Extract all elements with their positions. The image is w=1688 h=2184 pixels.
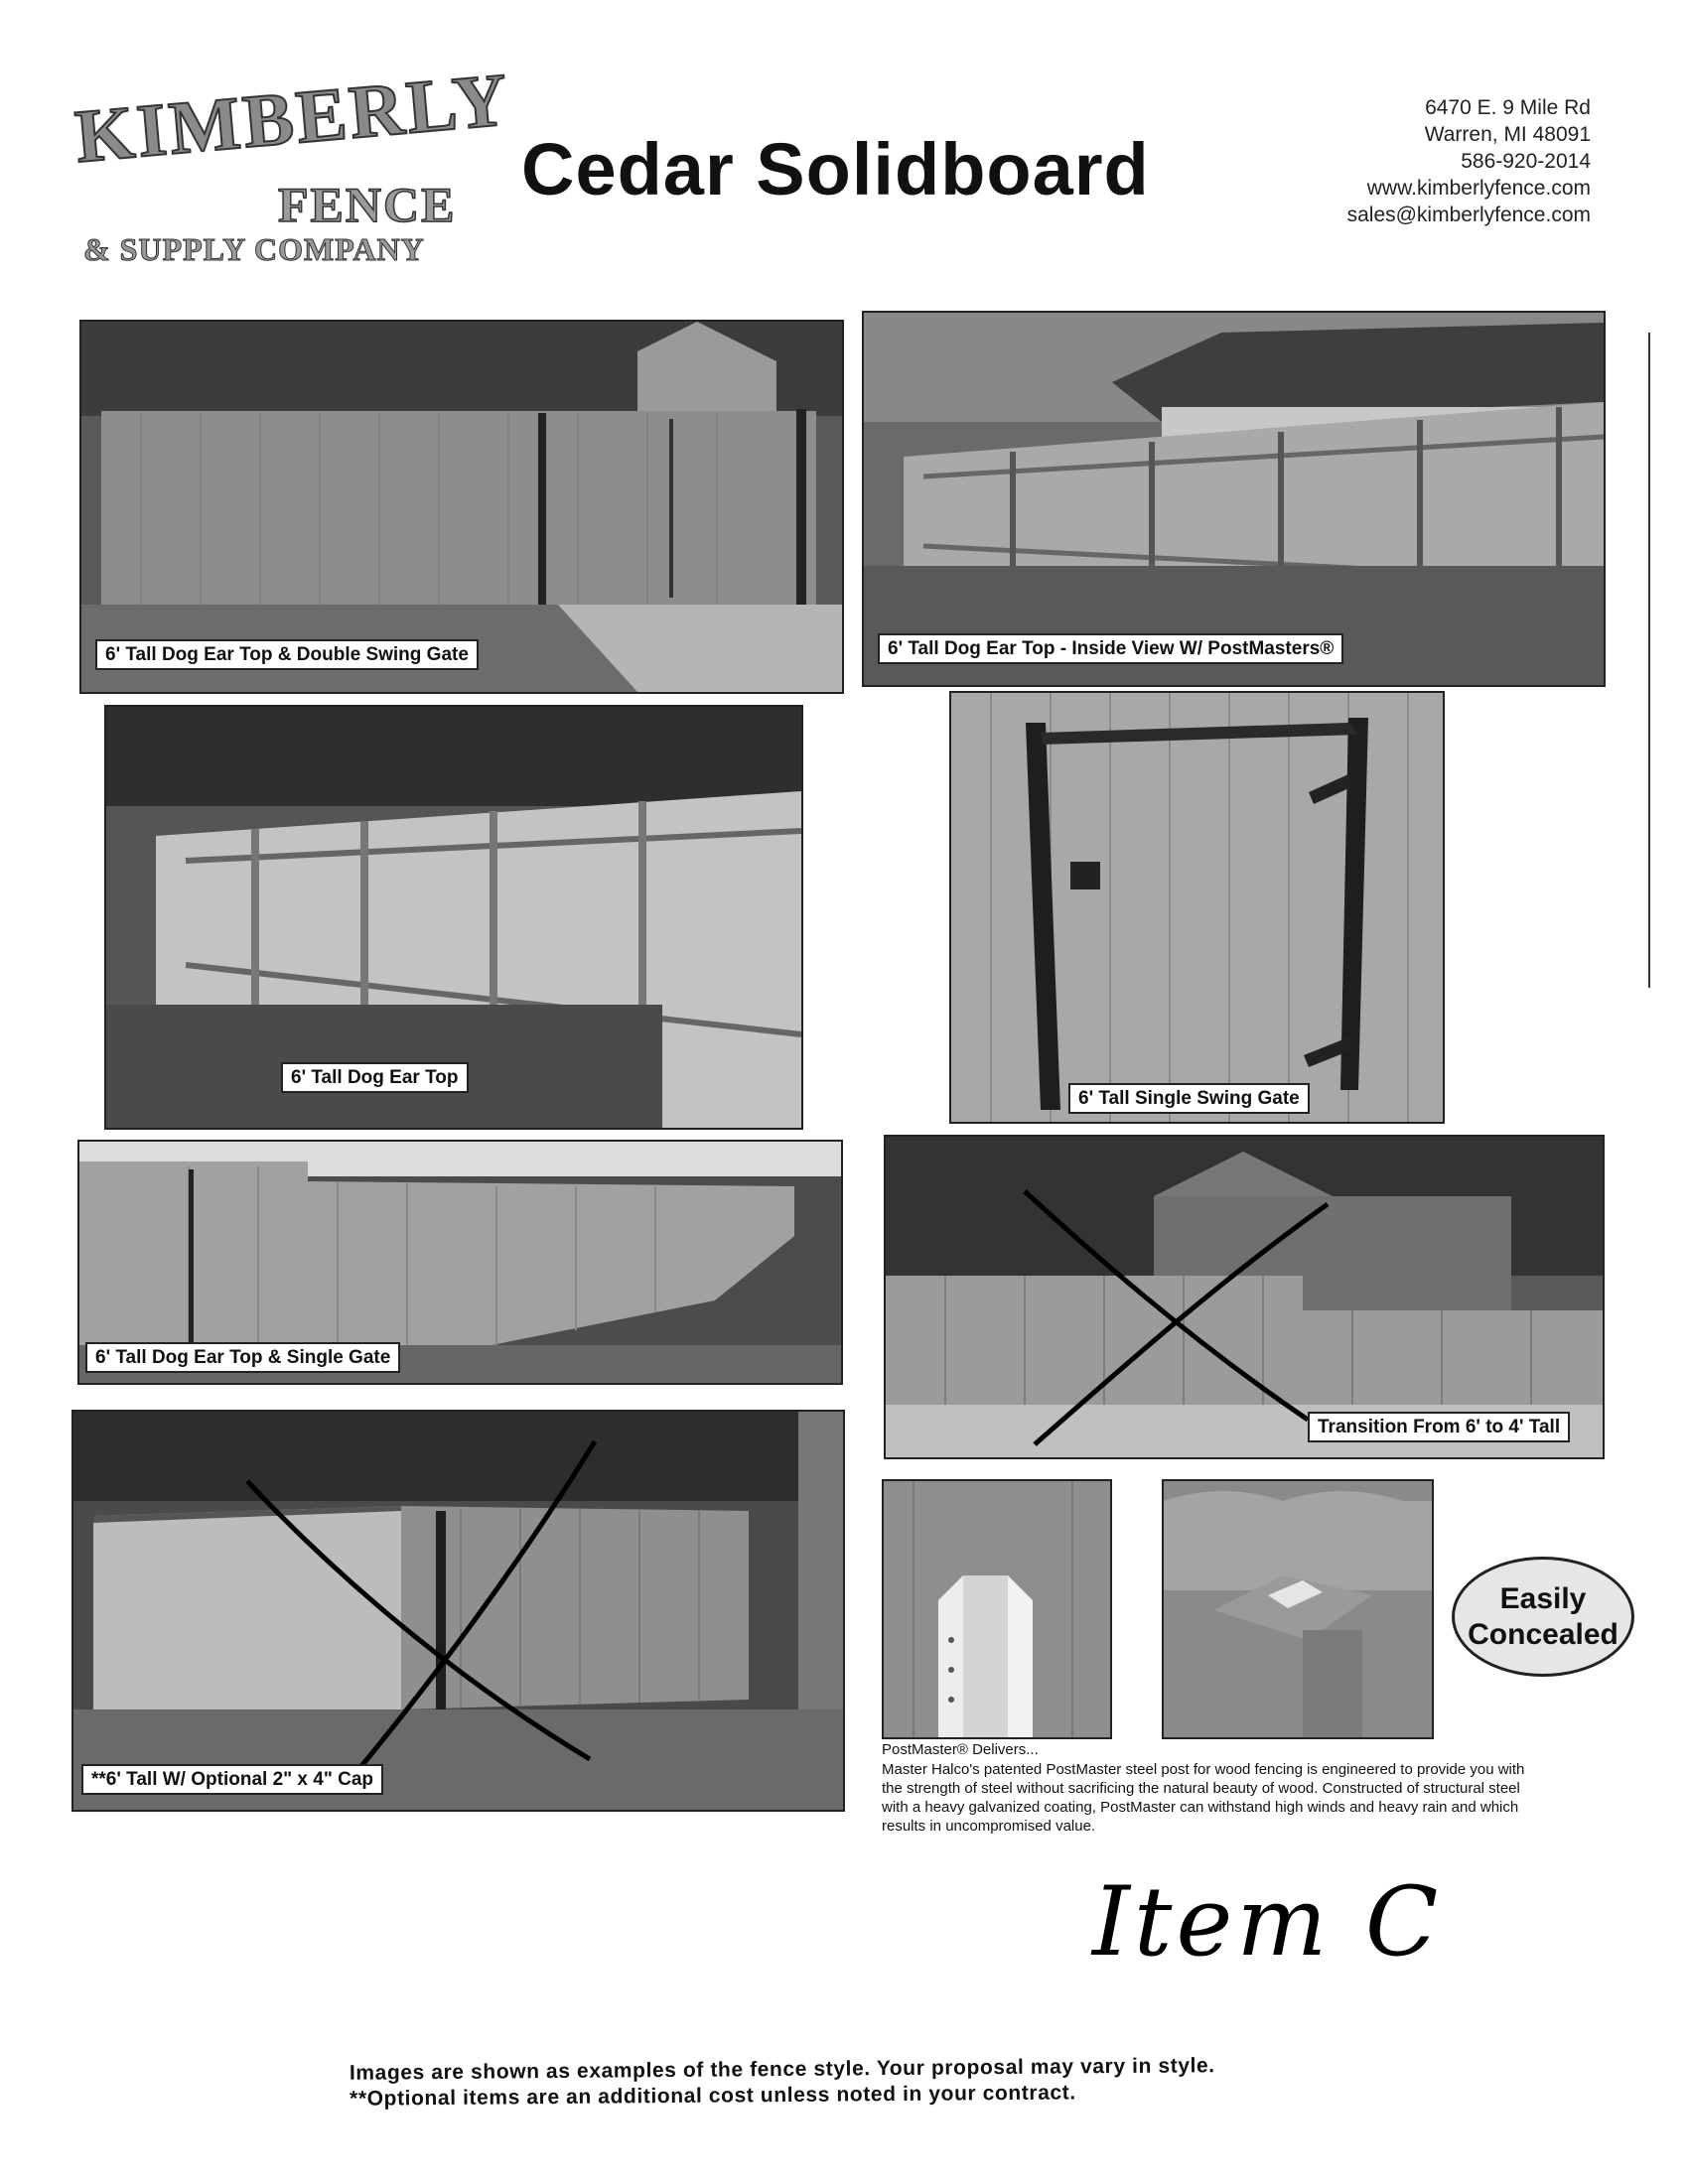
fence-photo-4 xyxy=(951,693,1443,1122)
postmaster-heading: PostMaster® Delivers... xyxy=(882,1741,1039,1758)
photo-single-gate xyxy=(77,1140,843,1385)
fence-photo-1 xyxy=(81,322,842,692)
address-line-1: 6470 E. 9 Mile Rd xyxy=(1425,96,1591,119)
photo-caption: 6' Tall Single Swing Gate xyxy=(1068,1083,1310,1114)
photo-optional-cap xyxy=(71,1410,845,1812)
fence-photo-6 xyxy=(886,1137,1603,1457)
postmaster-post-image xyxy=(884,1481,1110,1737)
handwritten-item-label: Item C xyxy=(1092,1866,1443,1978)
scan-margin-line xyxy=(1648,333,1650,988)
logo-line-1: KIMBERLY xyxy=(71,58,514,180)
photo-caption: 6' Tall Dog Ear Top - Inside View W/ PostMasters® xyxy=(878,633,1343,664)
phone-number: 586-920-2014 xyxy=(1461,150,1591,173)
fence-photo-2 xyxy=(864,313,1604,685)
postmaster-top-image xyxy=(1164,1481,1432,1737)
footer-disclaimer xyxy=(350,2053,1215,2113)
disclaimer-line-2: **Optional items are an additional cost unless noted in your contract. xyxy=(350,2081,1076,2111)
logo-line-2: FENCE xyxy=(278,177,457,232)
badge-line-2: Concealed xyxy=(1468,1617,1618,1651)
photo-inside-view xyxy=(862,311,1606,687)
fence-photo-7 xyxy=(73,1412,843,1810)
badge-line-1: Easily xyxy=(1499,1581,1587,1615)
photo-caption: Transition From 6' to 4' Tall xyxy=(1308,1412,1570,1442)
photo-postmaster-top xyxy=(1162,1479,1434,1739)
photo-caption: 6' Tall Dog Ear Top & Double Swing Gate xyxy=(95,639,479,670)
photo-caption: **6' Tall W/ Optional 2" x 4" Cap xyxy=(81,1764,383,1795)
company-logo xyxy=(71,58,514,268)
photo-postmaster-post xyxy=(882,1479,1112,1739)
easily-concealed-badge xyxy=(1452,1557,1634,1677)
photo-double-swing-gate xyxy=(79,320,844,694)
page-title: Cedar Solidboard xyxy=(521,128,1150,210)
photo-caption: 6' Tall Dog Ear Top & Single Gate xyxy=(85,1342,400,1373)
disclaimer-line-1: Images are shown as examples of the fence style. Your proposal may vary in style. xyxy=(349,2054,1215,2085)
postmaster-description: Master Halco's patented PostMaster steel post for wood fencing is engineered to provide you with the strength of steel without sacrificing the natural beauty of wood. Constructed of structural steel with a heavy galvanized coating, PostMaster can withstand high winds and heavy rain and which results in uncompromised value. xyxy=(882,1761,1525,1835)
photo-transition xyxy=(884,1135,1605,1459)
photo-caption: 6' Tall Dog Ear Top xyxy=(281,1062,469,1093)
logo-line-3: & SUPPLY COMPANY xyxy=(83,231,425,267)
address-line-2: Warren, MI 48091 xyxy=(1424,123,1591,146)
website-link[interactable]: www.kimberlyfence.com xyxy=(1366,177,1591,200)
photo-dog-ear-top xyxy=(104,705,803,1130)
contact-block xyxy=(1347,94,1591,228)
photo-single-swing-gate xyxy=(949,691,1445,1124)
email-link[interactable]: sales@kimberlyfence.com xyxy=(1346,204,1591,226)
